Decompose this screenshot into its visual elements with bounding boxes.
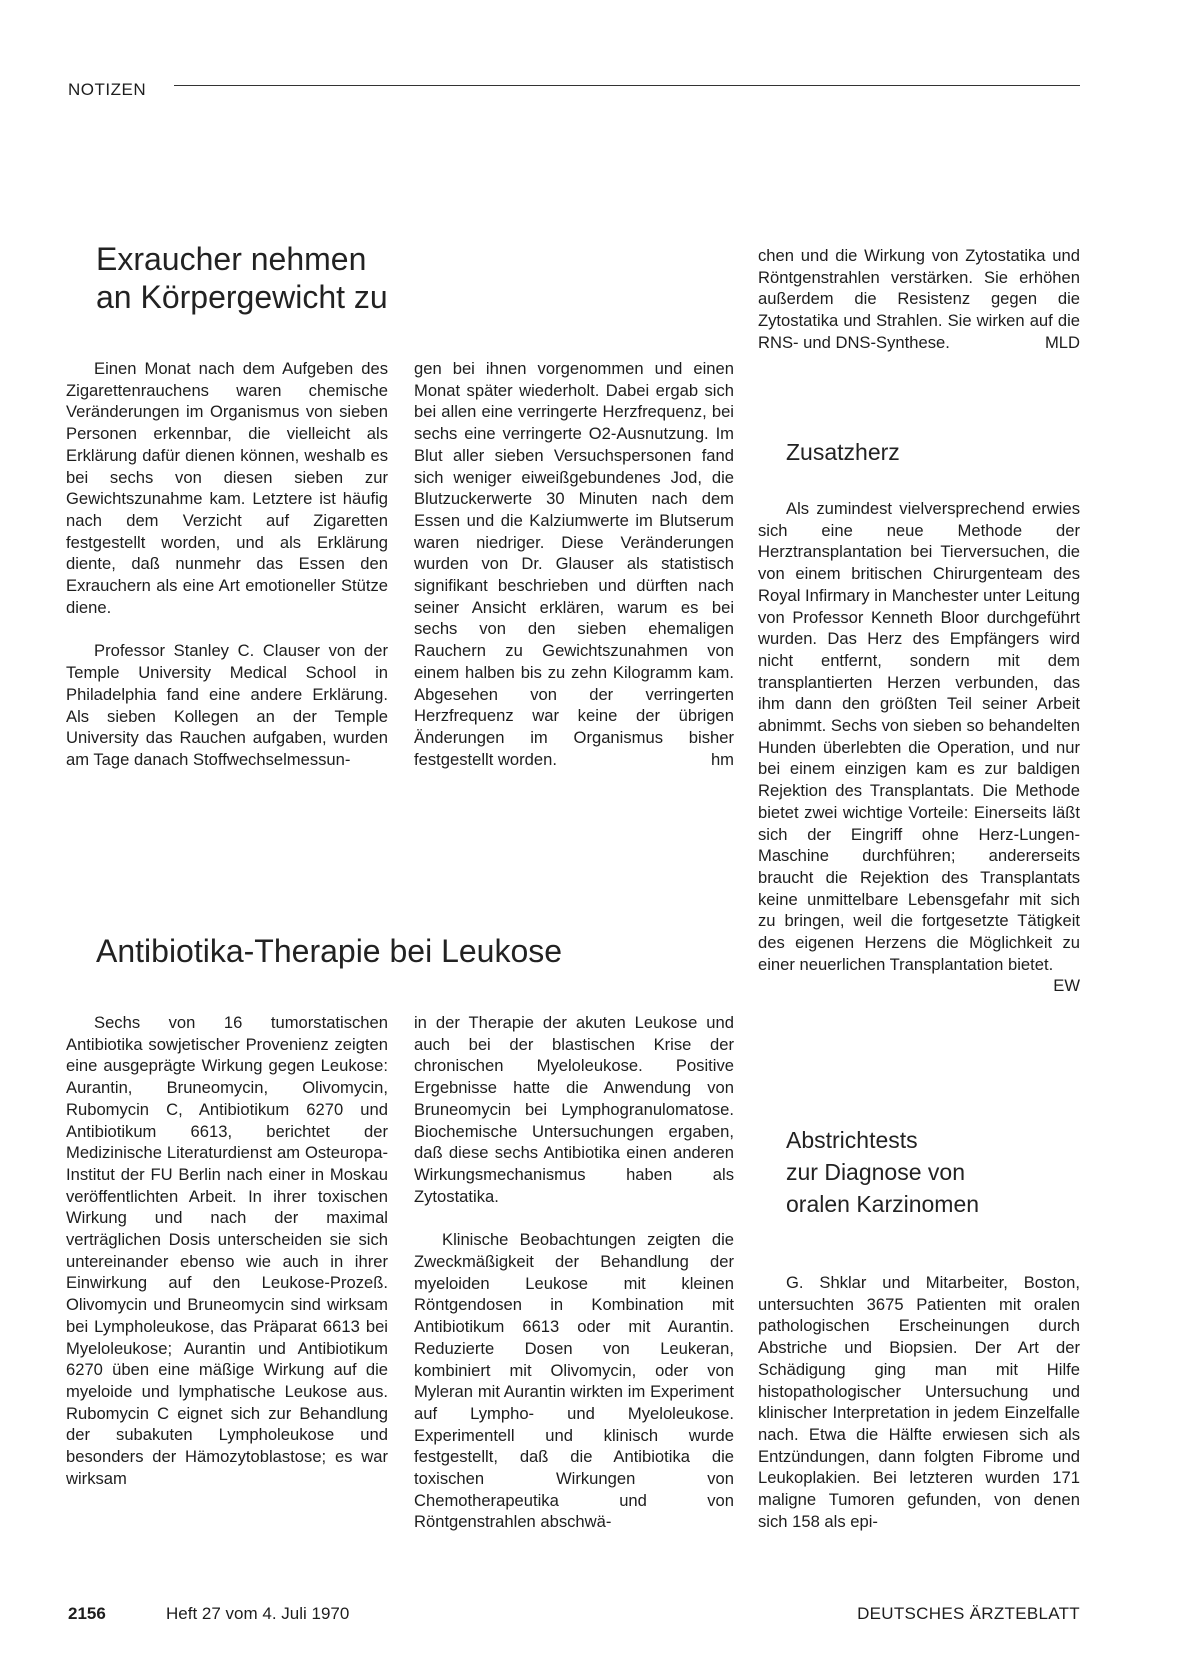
article1-column-2 (414, 358, 734, 770)
article2-column-1 (66, 1012, 388, 1489)
article-title-zusatzherz: Zusatzherz (786, 439, 900, 465)
article-title-exraucher (96, 240, 456, 316)
article1-column-1 (66, 358, 388, 771)
article4-body (758, 1272, 1080, 1532)
paragraph: G. Shklar und Mitarbeiter, Boston, untersuchten 3675 Patienten mit oralen pathologischen Erscheinungen durch Abstriche und Biopsien. Der Art der Schädigung ging man mit Hilfe histopathologischer Untersuchung und klinischer Interpretation in jedem Einzelfalle nach. Etwa die Hälfte erwiesen sich als Entzündungen, dann folgten Fibrome und Leukoplakien. Bei letzteren wurden 171 maligne Tumoren gefunden, von denen sich 158 als epi- (758, 1273, 1080, 1531)
author-signature: EW (1053, 976, 1080, 996)
title-line: zur Diagnose von (786, 1159, 965, 1185)
paragraph: Klinische Beobachtungen zeigten die Zweckmäßigkeit der Behandlung der myeloiden Leukose mit kleinen Röntgendosen in Kombination mit Antibiotikum 6613 oder mit Aurantin. Reduzierte Dosen von Leukeran, kombiniert mit Olivomycin, oder von Myleran mit Aurantin wirkten im Experiment auf Lympho- und Myeloleukose. Experimentell und klinisch wurde festgestellt, daß die Antibiotika die toxischen Wirkungen von Chemotherapeutika und von Röntgenstrahlen abschwä- (414, 1230, 734, 1532)
article-title-antibiotika: Antibiotika-Therapie bei Leukose (96, 933, 563, 969)
author-signature: MLD (1044, 332, 1080, 352)
article2-column-2 (414, 1012, 734, 1533)
author-signature: hm (710, 749, 734, 769)
paragraph-text: chen und die Wirkung von Zytostatika und Röntgenstrahlen verstärken. Sie erhöhen außerdem die Resistenz gegen die Zytostatika und Strahlen. Sie wirken auf die RNS- und DNS-Synthese. (758, 246, 1080, 352)
paragraph: Einen Monat nach dem Aufgeben des Zigarettenrauchens waren chemische Veränderungen im Organismus von sieben Personen erkennbar, die vielleicht als Erklärung dafür dienen können, weshalb es bei sechs von diesen sieben zur Gewichtszunahme kam. Letztere ist häufig nach dem Verzicht auf Zigaretten festgestellt worden, und als Erklärung diente, daß nunmehr das Essen den Exrauchern als eine Art emotioneller Stütze diene. (66, 359, 388, 617)
paragraph: Professor Stanley C. Clauser von der Temple University Medical School in Philadelphia fand eine andere Erklärung. Als sieben Kollegen an der Temple University das Rauchen aufgaben, wurden am Tage danach Stoffwechselmessun- (66, 641, 388, 769)
paragraph: in der Therapie der akuten Leukose und auch bei der blastischen Krise der chronischen Myeloleukose. Positive Ergebnisse hatte die Anwendung von Bruneomycin bei Lymphogranulomatose. Biochemische Untersuchungen ergaben, daß diese sechs Antibiotika einen anderen Wirkungsmechanismus haben als Zytostatika. (414, 1013, 734, 1206)
header-rule (174, 85, 1080, 86)
paragraph (758, 498, 1080, 996)
title-line: Abstrichtests (786, 1127, 918, 1153)
paragraph: Sechs von 16 tumorstatischen Antibiotika sowjetischer Provenienz zeigten eine ausgeprägte Wirkung gegen Leukose: Aurantin, Bruneomycin, Olivomycin, Rubomycin C, Antibiotikum 6270 und Antibiotikum 6613, berichtet der Medizinische Literaturdienst am Osteuropa-Institut der FU Berlin nach einer in Moskau veröffentlichten Arbeit. In ihrer toxischen Wirkung und nach der maximal verträglichen Dosis unterscheiden sie sich untereinander ebenso wie auch in ihrer Einwirkung auf den Leukose-Prozeß. Olivomycin und Bruneomycin sind wirksam bei Lympholeukose, das Präparat 6613 bei Myeloleukose; Aurantin und Antibiotikum 6270 üben eine mäßige Wirkung auf die myeloide und lymphatische Leukose aus. Rubomycin C eignet sich zur Behandlung der subakuten Lympholeukose und besonders der Hämozytoblastose; es war wirksam (66, 1013, 388, 1488)
paragraph (414, 358, 734, 770)
title-line: Exraucher nehmen (96, 241, 367, 277)
article-title-abstrichtests (786, 1124, 1076, 1220)
page-number: 2156 (68, 1604, 106, 1623)
article3-body (758, 498, 1080, 997)
paragraph-text: gen bei ihnen vorgenommen und einen Monat später wiederholt. Dabei ergab sich bei allen eine verringerte Herzfrequenz, bei sechs eine verringerte O2-Ausnutzung. Im Blut aller sieben Versuchspersonen fand sich weniger eiweißgebundenes Jod, die Blutzuckerwerte 30 Minuten nach dem Essen und die Kalziumwerte im Blutserum waren niedriger. Diese Veränderungen wurden von Dr. Glauser als statistisch signifikant beschrieben und dürften nach seiner Ansicht erklären, warum es bei sechs von den sieben ehemaligen Rauchern zu Gewichtszunahmen von einem halben bis zu zehn Kilogramm kam. Abgesehen von der verringerten Herzfrequenz war keine der übrigen Änderungen im Organismus bisher festgestellt worden. (414, 359, 734, 769)
article2-column-3 (758, 245, 1080, 354)
title-line: an Körpergewicht zu (96, 279, 388, 315)
title-line: oralen Karzinomen (786, 1191, 980, 1217)
section-label: NOTIZEN (68, 80, 147, 99)
issue-info: Heft 27 vom 4. Juli 1970 (166, 1604, 350, 1623)
journal-name: DEUTSCHES ÄRZTEBLATT (857, 1604, 1080, 1623)
paragraph-text: Als zumindest vielversprechend erwies sich eine neue Methode der Herztransplantation bei Tierversuchen, die von einem britischen Chirurgenteam des Royal Infirmary in Manchester unter Leitung von Professor Kenneth Bloor durchgeführt wurden. Das Herz des Empfängers wird nicht entfernt, sondern mit dem transplantierten Herzen verbunden, das ihm dann den größten Teil seiner Arbeit abnimmt. Sechs von sieben so behandelten Hunden überlebten die Operation, und nur bei einem einzigen kam es zur baldigen Rejektion des Transplantats. Die Methode bietet zwei wichtige Vorteile: Einerseits läßt sich der Eingriff ohne Herz-Lungen-Maschine durchführen; andererseits braucht die Rejektion des Transplantats keine unmittelbare Lebensgefahr mit sich zu bringen, weil die fortgesetzte Tätigkeit des eigenen Herzens die Möglichkeit zu einer neuerlichen Transplantation bietet. (758, 499, 1080, 974)
paragraph (758, 245, 1080, 354)
